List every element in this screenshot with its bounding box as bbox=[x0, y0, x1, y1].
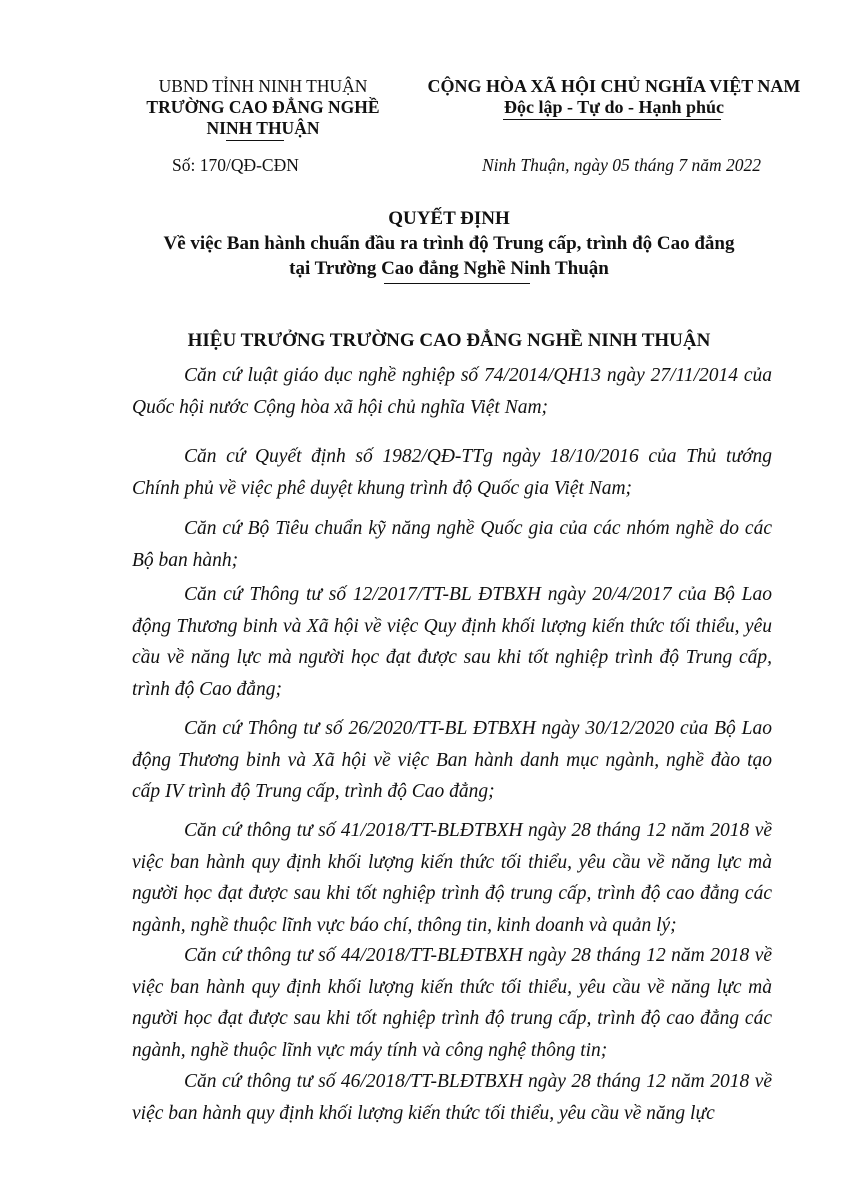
place-date: Ninh Thuận, ngày 05 tháng 7 năm 2022 bbox=[482, 155, 762, 175]
title-underline bbox=[384, 283, 530, 284]
national-motto: Độc lập - Tự do - Hạnh phúc bbox=[503, 97, 725, 117]
authority-underline bbox=[226, 140, 284, 141]
document-number: Số: 170/QĐ-CĐN bbox=[172, 155, 299, 175]
issuing-authority-line1: UBND TỈNH NINH THUẬN bbox=[158, 76, 368, 96]
principal-heading: HIỆU TRƯỞNG TRƯỜNG CAO ĐẲNG NGHỀ NINH THUẬN bbox=[187, 330, 711, 351]
legal-basis-paragraph-8: Căn cứ thông tư số 46/2018/TT-BLĐTBXH ngày 28 tháng 12 năm 2018 về việc ban hành quy định khối lượng kiến thức tối thiểu, yêu cầu về năng lực bbox=[132, 1071, 772, 1124]
national-header bbox=[404, 76, 824, 118]
issuing-authority-line2: TRƯỜNG CAO ĐẲNG NGHỀ bbox=[146, 97, 380, 117]
decision-subject-line2: tại Trường Cao đẳng Nghề Ninh Thuận bbox=[289, 258, 609, 279]
legal-basis-paragraph-4: Căn cứ Thông tư số 12/2017/TT-BL ĐTBXH ngày 20/4/2017 của Bộ Lao động Thương binh và Xã hội về việc Quy định khối lượng kiến thức tối thiểu, yêu cầu về năng lực mà người học đạt được sau khi tốt nghiệp trình độ Trung cấp, trình độ Cao đẳng; bbox=[132, 584, 772, 700]
legal-basis-paragraph-6: Căn cứ thông tư số 41/2018/TT-BLĐTBXH ngày 28 tháng 12 năm 2018 về việc ban hành quy định khối lượng kiến thức tối thiểu, yêu cầu về năng lực mà người học đạt được sau khi tốt nghiệp trình độ trung cấp, trình độ cao đẳng các ngành, nghề thuộc lĩnh vực báo chí, thông tin, kinh doanh và quản lý; bbox=[132, 820, 772, 936]
legal-basis-paragraph-5: Căn cứ Thông tư số 26/2020/TT-BL ĐTBXH ngày 30/12/2020 của Bộ Lao động Thương binh và Xã hội về việc Ban hành danh mục ngành, nghề đào tạo cấp IV trình độ Trung cấp, trình độ Cao đẳng; bbox=[132, 718, 772, 802]
decision-subject-line1: Về việc Ban hành chuẩn đầu ra trình độ Trung cấp, trình độ Cao đẳng bbox=[163, 233, 735, 254]
motto-underline bbox=[503, 119, 721, 120]
legal-basis-paragraph-1: Căn cứ luật giáo dục nghề nghiệp số 74/2014/QH13 ngày 27/11/2014 của Quốc hội nước Cộng hòa xã hội chủ nghĩa Việt Nam; bbox=[132, 365, 772, 418]
legal-basis-paragraph-2: Căn cứ Quyết định số 1982/QĐ-TTg ngày 18/10/2016 của Thủ tướng Chính phủ về việc phê duyệt khung trình độ Quốc gia Việt Nam; bbox=[132, 446, 772, 499]
issuing-authority-line3: NINH THUẬN bbox=[206, 118, 320, 138]
legal-basis-paragraph-3: Căn cứ Bộ Tiêu chuẩn kỹ năng nghề Quốc gia của các nhóm nghề do các Bộ ban hành; bbox=[132, 518, 772, 571]
decision-heading: QUYẾT ĐỊNH bbox=[388, 208, 510, 229]
legal-basis-paragraph-7: Căn cứ thông tư số 44/2018/TT-BLĐTBXH ngày 28 tháng 12 năm 2018 về việc ban hành quy định khối lượng kiến thức tối thiểu, yêu cầu về năng lực mà người học đạt được sau khi tốt nghiệp trình độ trung cấp, trình độ cao đẳng các ngành, nghề thuộc lĩnh vực máy tính và công nghệ thông tin; bbox=[132, 945, 772, 1061]
national-title: CỘNG HÒA XÃ HỘI CHỦ NGHĨA VIỆT NAM bbox=[427, 76, 801, 96]
issuing-authority bbox=[118, 76, 408, 139]
